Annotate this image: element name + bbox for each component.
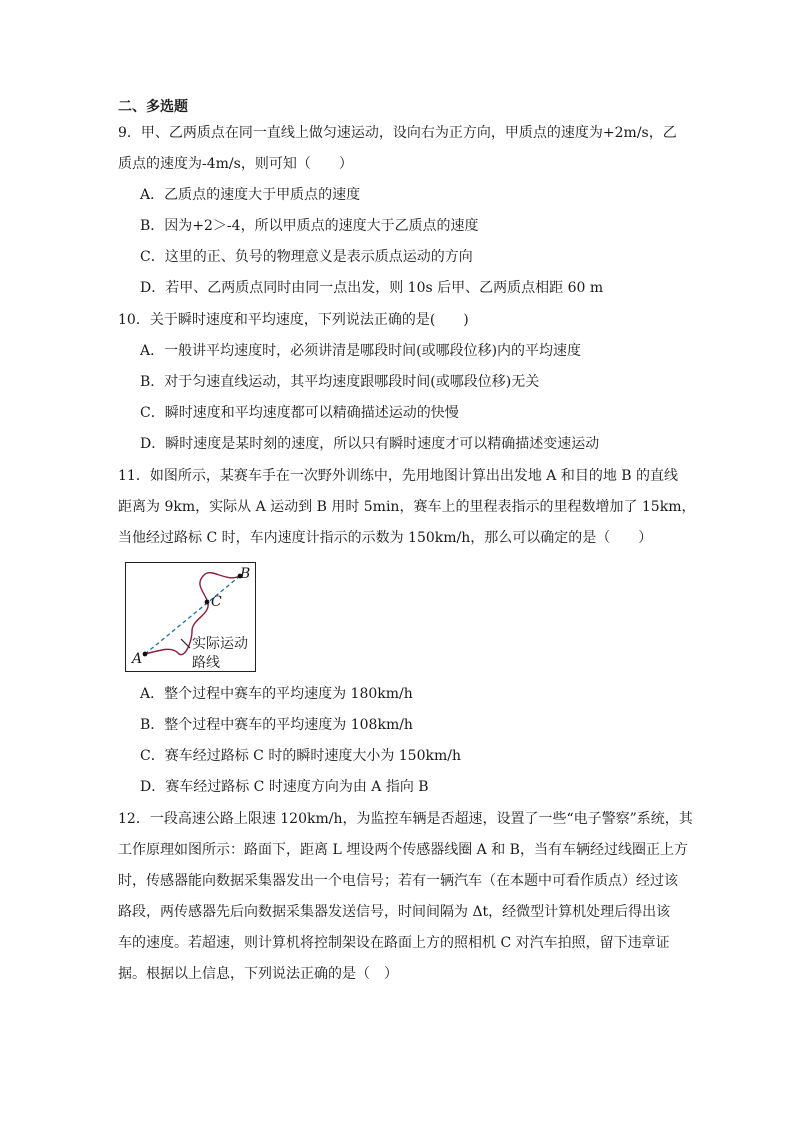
q10-option-a: A．一般讲平均速度时，必须讲清是哪段时间(或哪段位移)内的平均速度 [140,343,582,359]
q9-option-d: D．若甲、乙两质点同时由同一点出发，则 10s 后甲、乙两质点相距 60 m [140,280,604,296]
q9-option-a: A．乙质点的速度大于甲质点的速度 [140,187,361,203]
section-title: 二、多选题 [118,99,188,115]
q12-stem-line-1: 12．一段高速公路上限速 120km/h，为监控车辆是否超速，设置了一些“电子警察”系统，其 [118,811,693,827]
q12-stem-line-5: 车的速度。若超速，则计算机将控制架设在路面上方的照相机 C 对汽车拍照，留下违章证 [118,935,670,951]
q11-option-c: C．赛车经过路标 C 时的瞬时速度大小为 150km/h [140,748,461,764]
q11-option-a: A．整个过程中赛车的平均速度为 180km/h [140,686,413,702]
q10-option-b: B．对于匀速直线运动，其平均速度跟哪段时间(或哪段位移)无关 [140,374,540,390]
label-b: B [240,566,251,582]
q11-option-d: D．赛车经过路标 C 时速度方向为由 A 指向 B [140,779,429,795]
q11-stem-line-1: 11．如图所示，某赛车手在一次野外训练中，先用地图计算出出发地 A 和目的地 B 的直线 [118,468,679,484]
q12-stem-line-4: 路段，两传感器先后向数据采集器发送信号，时间间隔为 Δt，经微型计算机处理后得出该 [118,904,671,920]
q10-option-d: D．瞬时速度是某时刻的速度，所以只有瞬时速度才可以精确描述变速运动 [140,436,600,452]
q12-stem-line-2: 工作原理如图所示：路面下，距离 L 埋设两个传感器线圈 A 和 B，当有车辆经过线圈正上方 [118,842,688,858]
q10-stem-line-1: 10．关于瞬时速度和平均速度，下列说法正确的是( ) [118,312,469,328]
q9-stem-line-2: 质点的速度为-4m/s，则可知（ ） [118,156,353,172]
q12-stem-line-6: 据。根据以上信息，下列说法正确的是（ ） [118,966,398,982]
q11-stem-line-2: 距离为 9km，实际从 A 运动到 B 用时 5min，赛车上的里程表指示的里程数增加了 15km， [118,499,696,515]
q9-option-c: C．这里的正、负号的物理意义是表示质点运动的方向 [140,249,473,265]
q11-stem-line-3: 当他经过路标 C 时，车内速度计指示的示数为 150km/h，那么可以确定的是（ ） [118,530,653,546]
q11-option-b: B．整个过程中赛车的平均速度为 108km/h [140,717,413,733]
q10-option-c: C．瞬时速度和平均速度都可以精确描述运动的快慢 [140,405,459,421]
label-a: A [132,651,143,667]
route-label-pointer [181,639,190,648]
q9-stem-line-1: 9．甲、乙两质点在同一直线上做匀速运动，设向右为正方向，甲质点的速度为+2m/s，乙 [118,125,677,141]
route-label-line-1: 实际运动 [192,636,248,652]
q12-stem-line-3: 时，传感器能向数据采集器发出一个电信号；若有一辆汽车（在本题中可看作质点）经过该 [118,873,678,889]
point-a-dot [143,652,148,657]
point-c-dot [205,600,210,605]
route-diagram [125,562,256,672]
label-c: C [211,594,222,610]
route-label-line-2: 路线 [192,655,220,671]
q9-option-b: B．因为+2＞-4，所以甲质点的速度大于乙质点的速度 [140,218,479,234]
